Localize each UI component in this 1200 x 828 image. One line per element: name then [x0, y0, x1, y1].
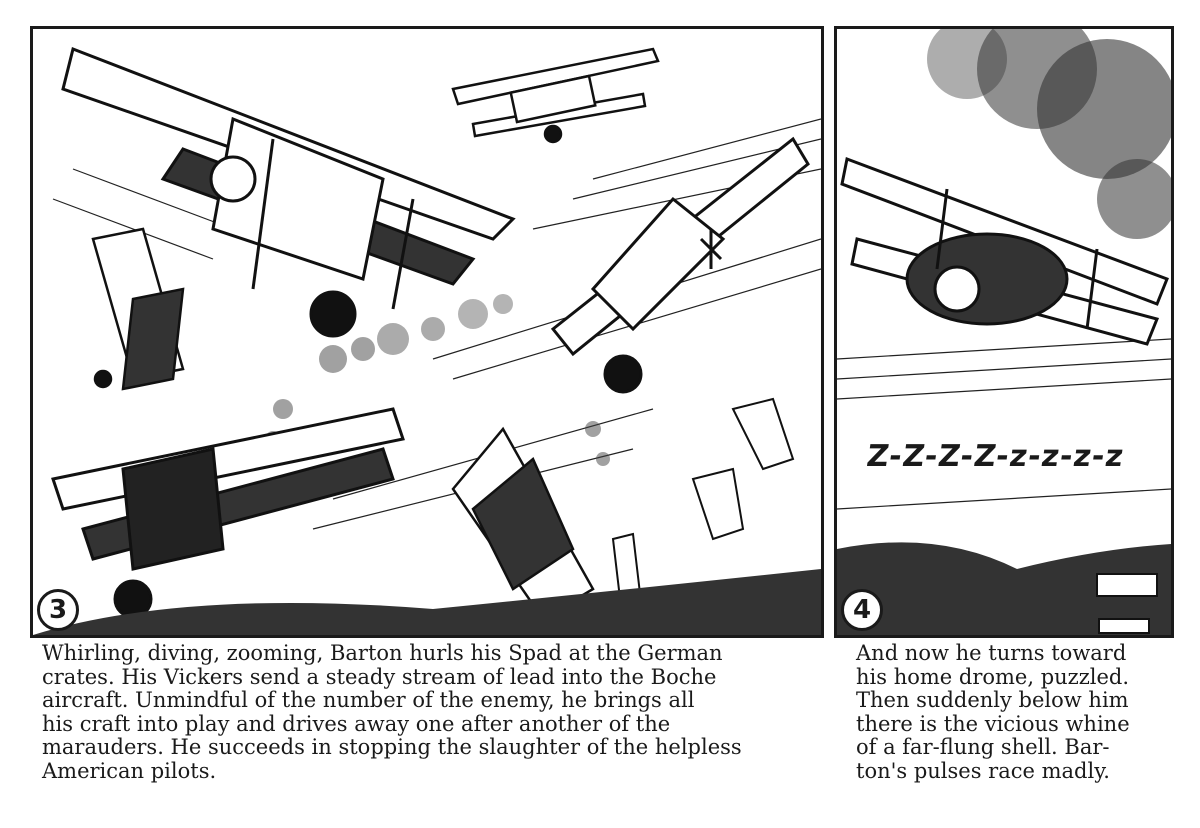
caption-line: American pilots.: [42, 758, 217, 783]
panel-number-badge: 3: [37, 589, 79, 631]
caption-line: Whirling, diving, zooming, Barton hurls his Spad at the German: [42, 641, 723, 665]
comic-panel-3: [30, 26, 824, 638]
caption-line: aircraft. Unmindful of the number of the enemy, he brings all: [42, 688, 695, 712]
caption-line: ton's pulses race madly.: [856, 758, 1110, 783]
caption-line: marauders. He succeeds in stopping the slaughter of the helpless: [42, 735, 742, 759]
comic-panel-4: [834, 26, 1174, 638]
caption-line: crates. His Vickers send a steady stream of lead into the Boche: [42, 664, 717, 689]
caption-line: Then suddenly below him: [856, 688, 1129, 712]
sound-effect-text: Z-Z-Z-Z-z-z-z-z: [864, 439, 1127, 474]
caption-panel-4: [856, 642, 1168, 783]
speed-lines: [837, 339, 1171, 509]
caption-line: of a far-flung shell. Bar-: [856, 735, 1110, 759]
dogfight-illustration: [33, 29, 821, 635]
caption-line: And now he turns toward: [856, 641, 1127, 665]
biplane-small-top: [453, 49, 658, 142]
caption-line: his craft into play and drives away one after another of the: [42, 711, 671, 736]
biplane-diving-center: [453, 429, 593, 619]
caption-line: his home drome, puzzled.: [856, 664, 1130, 689]
caption-line: there is the vicious whine: [856, 711, 1130, 736]
biplane-spad: [53, 409, 403, 617]
biplane-german-right: [553, 139, 808, 392]
caption-panel-3: [42, 642, 810, 783]
biplane-falling-left: [93, 229, 183, 389]
panel-number-badge: 4: [841, 589, 883, 631]
homebound-illustration: [837, 29, 1171, 635]
